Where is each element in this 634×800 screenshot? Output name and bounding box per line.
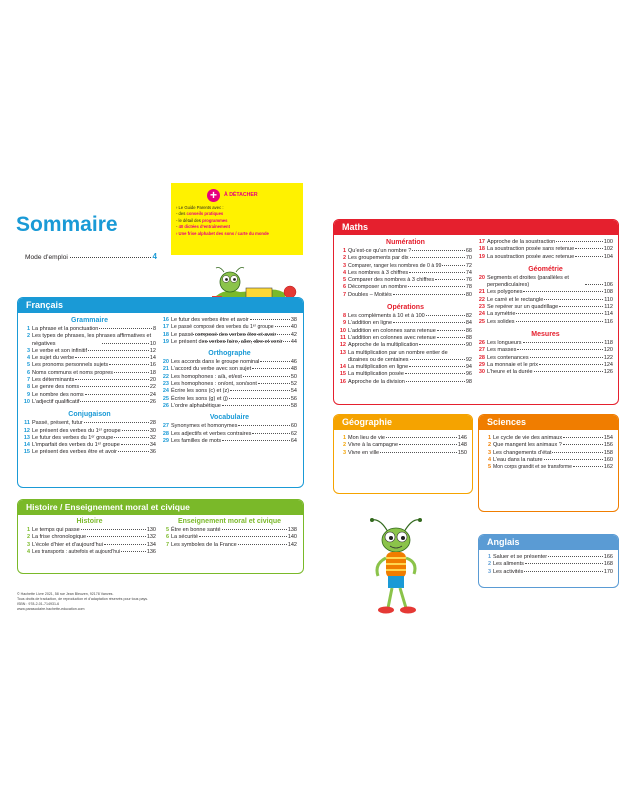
- detach-title: À DÉTACHER: [224, 192, 258, 198]
- toc-entry[interactable]: 4 Le sujet du verbe 14: [26, 355, 156, 362]
- toc-entry[interactable]: 7 Les symboles de la France 142: [165, 541, 297, 548]
- toc-entry[interactable]: 7 Doubles – Moitiés 80: [342, 291, 472, 298]
- section-header-sciences: Sciences: [479, 415, 618, 430]
- section-header-francais: Français: [18, 298, 303, 313]
- toc-entry-continuation: 42: [162, 332, 297, 339]
- toc-entry[interactable]: 1 Le temps qui passe 130: [26, 527, 156, 533]
- toc-entry[interactable]: 10 L’adjectif qualificatif 26: [23, 398, 156, 405]
- leader-dots: [70, 257, 151, 258]
- mode-emploi-label: Mode d’emploi: [25, 254, 68, 261]
- subheading-histoire: Histoire: [76, 518, 103, 525]
- toc-entry[interactable]: 5 Être en bonne santé 138: [165, 527, 297, 533]
- toc-entry[interactable]: 18 La soustraction posée sans retenue 102: [478, 246, 613, 253]
- toc-entry[interactable]: 2 La frise chronologique 132: [26, 534, 156, 541]
- toc-entry[interactable]: 3 Comparer, ranger les nombres de 0 à 99 72: [342, 262, 472, 269]
- geographie-list: [339, 435, 467, 457]
- toc-entry[interactable]: 13 La multiplication par un nombre entier de dizaines ou de centaines: [339, 349, 448, 363]
- section-header-maths: Maths: [334, 220, 618, 235]
- toc-entry[interactable]: 2 Vivre à la campagne 148: [342, 442, 467, 449]
- section-header-histoire: Histoire / Enseignement moral et civique: [18, 500, 303, 515]
- toc-entry[interactable]: 3 Vivre en ville 150: [342, 449, 467, 456]
- toc-entry[interactable]: 20 Les accords dans le groupe nominal 46: [162, 359, 297, 366]
- toc-entry[interactable]: 28 Les contenances 122: [478, 354, 613, 361]
- subheading-orthographe: Orthographe: [208, 350, 251, 358]
- toc-entry[interactable]: 19 Le présent des verbes faire, aller, dire et venir: [162, 338, 283, 345]
- subheading-operations: Opérations: [387, 304, 424, 312]
- toc-entry-continuation: 106: [478, 282, 613, 289]
- subheading-vocabulaire: Vocabulaire: [209, 414, 250, 422]
- toc-entry-continuation: 44: [162, 339, 297, 346]
- toc-entry[interactable]: 2 Les groupements par dix 70: [342, 255, 472, 262]
- toc-entry[interactable]: 5 Mon corps grandit et se transforme 162: [487, 464, 613, 471]
- toc-entry[interactable]: 16 Le futur des verbes être et avoir 38: [162, 317, 297, 323]
- legal-notice: © Hachette Livre 2021, 58 rue Jean Bleuzen, 92178 Vanves. Tous droits de traduction, de reproduction et d’adaptation réservés pour tous pays. ISBN : 978-2-01-714931-6 www.parascolaire.hachette-education.com: [17, 592, 149, 611]
- detach-line: - 40 dictées d’entraînement: [176, 224, 230, 230]
- subheading-geometrie: Géométrie: [528, 265, 563, 273]
- toc-entry[interactable]: 1 Saluer et se présenter 166: [487, 554, 613, 560]
- toc-entry[interactable]: 5 Les pronoms personnels sujets 16: [26, 362, 156, 369]
- section-histoire: [17, 499, 304, 574]
- toc-entry[interactable]: 21 Les polygones 108: [478, 289, 613, 296]
- toc-entry[interactable]: 27 Les masses 120: [478, 347, 613, 354]
- detach-line: - des conseils pratiques: [176, 211, 224, 217]
- toc-entry[interactable]: 27 Synonymes et homonymes 60: [162, 423, 297, 430]
- toc-entry[interactable]: 24 La symétrie 114: [478, 311, 613, 318]
- toc-entry[interactable]: 3 Les changements d’état 158: [487, 449, 613, 456]
- toc-entry[interactable]: 14 L’imparfait des verbes du 1ᵉʳ groupe 34: [23, 442, 156, 449]
- toc-entry[interactable]: 22 Les homophones : a/à, et/est 50: [162, 373, 297, 380]
- toc-entry[interactable]: 28 Les adjectifs et verbes contraires 62: [162, 430, 297, 437]
- toc-entry[interactable]: 29 Les familles de mots 64: [162, 437, 297, 444]
- section-geographie: [333, 414, 473, 494]
- toc-entry[interactable]: 3 L’école d’hier et d’aujourd’hui 134: [26, 541, 156, 548]
- toc-entry[interactable]: 1 Le cycle de vie des animaux 154: [487, 435, 613, 441]
- toc-entry[interactable]: 24 Écrire les sons (c) et (z) 54: [162, 388, 297, 395]
- toc-entry[interactable]: 9 L’addition en ligne 84: [342, 320, 472, 327]
- toc-entry[interactable]: 11 L’addition en colonnes avec retenue 88: [340, 334, 472, 341]
- detach-lines: [176, 205, 269, 237]
- toc-entry[interactable]: 21 L’accord du verbe avec son sujet 48: [162, 366, 297, 373]
- detach-box: [171, 183, 303, 255]
- subheading-emc: Enseignement moral et civique: [177, 518, 282, 525]
- toc-entry[interactable]: 22 Le carré et le rectangle 110: [478, 296, 613, 303]
- anglais-list: [484, 554, 613, 576]
- toc-entry[interactable]: 4 Les transports : autrefois et aujourd’hui 136: [26, 548, 156, 555]
- subheading-mesures: Mesures: [531, 330, 560, 338]
- detach-line: › Une frise alphabet des sons / carte du monde: [176, 230, 269, 236]
- mascot-standing-illustration: [362, 514, 442, 619]
- toc-entry[interactable]: 14 La multiplication en ligne 94: [339, 364, 472, 371]
- toc-entry[interactable]: 2 Que mangent les animaux ? 156: [487, 442, 613, 449]
- toc-entry[interactable]: 30 L’heure et la durée 126: [478, 369, 613, 376]
- detach-line: › Le Guide Parents avec :: [176, 205, 224, 210]
- toc-entry[interactable]: 2 Les aliments 168: [487, 561, 613, 568]
- toc-entry[interactable]: 1 Mon lieu de vie 146: [342, 435, 467, 441]
- toc-entry[interactable]: 6 La sécurité 140: [165, 534, 297, 541]
- detach-line: - le détail des programmes: [176, 217, 228, 223]
- toc-entry[interactable]: 26 Les longueurs 118: [478, 339, 613, 346]
- toc-entry[interactable]: 11 Passé, présent, futur 28: [24, 420, 156, 427]
- page-title: Sommaire: [16, 213, 118, 236]
- toc-entry[interactable]: 25 Écrire les sons (g) et (j) 56: [162, 395, 297, 402]
- toc-entry[interactable]: 12 Le présent des verbes du 1ᵉʳ groupe 30: [23, 427, 156, 434]
- francais-col-1: [23, 317, 156, 457]
- plus-icon: +: [207, 189, 220, 202]
- toc-entry[interactable]: 13 Le futur des verbes du 1ᵉʳ groupe 32: [23, 434, 156, 441]
- mode-emploi-entry[interactable]: [25, 252, 157, 261]
- toc-entry[interactable]: 15 Le présent des verbes être et avoir 36: [23, 449, 156, 456]
- toc-entry[interactable]: 9 Le nombre des noms 24: [26, 391, 156, 398]
- toc-entry[interactable]: 12 Approche de la multiplication 90: [339, 342, 472, 349]
- toc-entry[interactable]: 10 L’addition en colonnes sans retenue 86: [339, 327, 472, 334]
- subheading-conjugaison: Conjugaison: [68, 411, 111, 419]
- toc-entry[interactable]: 8 Les compléments à 10 et à 100 82: [342, 313, 472, 320]
- toc-entry[interactable]: 5 Comparer des nombres à 3 chiffres 76: [342, 277, 472, 284]
- subheading-numeration: Numération: [386, 239, 425, 246]
- toc-entry-continuation: 10: [23, 341, 156, 348]
- toc-entry[interactable]: 23 Les homophones : on/ont, son/sont 52: [162, 381, 297, 388]
- toc-entry[interactable]: 8 Le genre des noms 22: [26, 384, 156, 391]
- toc-entry[interactable]: 7 Les déterminants 20: [26, 377, 156, 384]
- toc-entry[interactable]: 29 La monnaie et le prix 124: [478, 361, 613, 368]
- section-header-anglais: Anglais: [479, 535, 618, 550]
- histoire-col-2: [162, 518, 297, 549]
- mode-emploi-page: 4: [152, 252, 157, 261]
- section-header-geographie: Géographie: [334, 415, 472, 430]
- maths-col-2: [478, 239, 613, 376]
- maths-col-1: [339, 239, 472, 386]
- section-francais: [17, 297, 304, 488]
- toc-entry[interactable]: 20 Segments et droites (parallèles et perpendiculaires): [478, 274, 569, 289]
- toc-entry[interactable]: 1 Qu’est-ce qu’un nombre ? 68: [342, 248, 472, 254]
- toc-entry[interactable]: 18 Le passé composé des verbes être et avoir: [162, 331, 277, 338]
- toc-entry[interactable]: 15 La multiplication posée 96: [339, 371, 472, 378]
- toc-entry[interactable]: 3 Les activités 170: [487, 568, 613, 575]
- toc-entry[interactable]: 16 Approche de la division 98: [339, 378, 472, 385]
- toc-entry[interactable]: 19 La soustraction posée avec retenue 104: [478, 253, 613, 260]
- histoire-col-1: [23, 518, 156, 556]
- toc-entry[interactable]: 4 Les nombres à 3 chiffres 74: [342, 269, 472, 276]
- toc-entry[interactable]: 1 La phrase et la ponctuation 8: [26, 326, 156, 332]
- toc-entry-continuation: 92: [339, 357, 472, 364]
- sciences-list: [484, 435, 613, 471]
- toc-entry[interactable]: 3 Le verbe et son infinitif 12: [26, 347, 156, 354]
- toc-entry[interactable]: 25 Les solides 116: [478, 318, 613, 325]
- toc-entry[interactable]: 17 Approche de la soustraction 100: [478, 239, 613, 245]
- section-maths: [333, 219, 619, 405]
- subheading-grammaire: Grammaire: [71, 317, 108, 324]
- section-anglais: [478, 534, 619, 588]
- francais-col-2: [162, 317, 297, 445]
- toc-entry[interactable]: 26 L’ordre alphabétique 58: [162, 402, 297, 409]
- toc-entry[interactable]: 6 Décomposer un nombre 78: [342, 284, 472, 291]
- toc-entry[interactable]: 2 Les types de phrases, les phrases affirmatives et négatives: [26, 333, 152, 347]
- toc-entry[interactable]: 17 Le passé composé des verbes du 1ᵉʳ groupe 40: [162, 324, 297, 331]
- toc-entry[interactable]: 6 Noms communs et noms propres 18: [26, 369, 156, 376]
- toc-entry[interactable]: 4 L’eau dans la nature 160: [487, 456, 613, 463]
- toc-entry[interactable]: 23 Se repérer sur un quadrillage 112: [478, 304, 613, 311]
- section-sciences: [478, 414, 619, 512]
